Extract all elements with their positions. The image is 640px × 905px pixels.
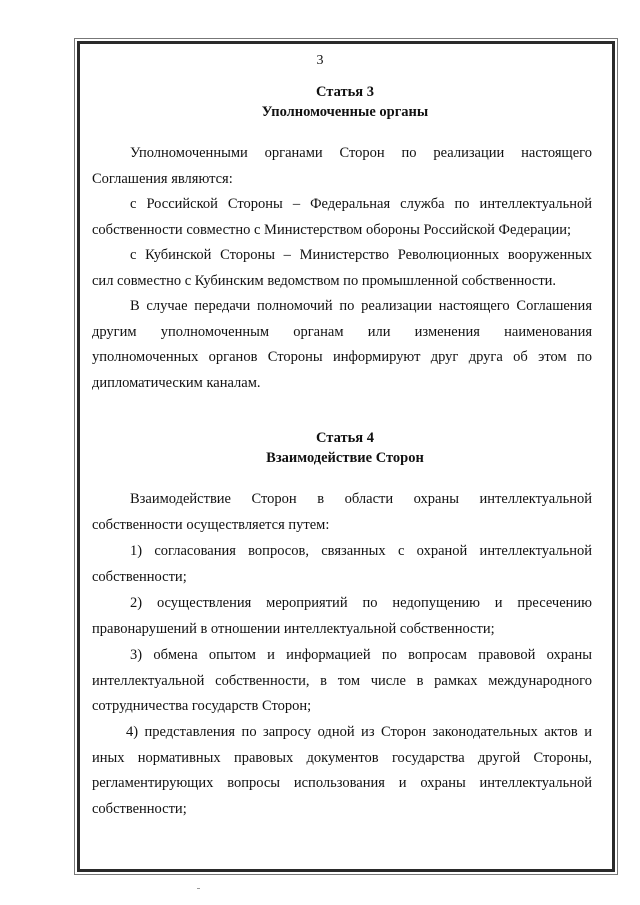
text-line: 2) осуществления мероприятий по недопущению и пресечению (130, 595, 592, 611)
article-4-heading (85, 428, 605, 468)
text-line: собственности; (92, 568, 187, 585)
text-line: собственности осуществляется путем: (92, 516, 330, 533)
text-line: правонарушений в отношении интеллектуальной собственности; (92, 620, 495, 637)
text-line: 3) обмена опытом и информацией по вопросам правовой охраны (130, 647, 592, 663)
text-line: сил совместно с Кубинским ведомством по промышленной собственности. (92, 272, 557, 289)
text-line: интеллектуальной собственности, в том числе в рамках международного (92, 672, 592, 689)
article-4-paragraph-4 (92, 643, 592, 720)
text-line: другим уполномоченным органам или изменения наименования (92, 323, 592, 340)
text-line: дипломатическим каналам. (92, 374, 261, 391)
article-3-title: Уполномоченные органы (261, 104, 429, 120)
text-line: Соглашения являются: (92, 170, 233, 187)
text-line: 1) согласования вопросов, связанных с охраной интеллектуальной (130, 543, 592, 559)
article-3-paragraph-3 (92, 243, 592, 294)
scan-speck (197, 888, 200, 889)
text-line: с Кубинской Стороны – Министерство Революционных вооруженных (130, 247, 592, 263)
text-line: 4) представления по запросу одной из Сторон законодательных актов и (126, 724, 592, 740)
text-line: регламентирующих вопросы использования и охраны интеллектуальной (92, 775, 592, 791)
article-4-title: Взаимодействие Сторон (266, 450, 424, 466)
article-4-paragraph-3 (92, 591, 592, 642)
page-number: 3 (316, 53, 324, 68)
text-line: сотрудничества государств Сторон; (92, 698, 312, 714)
text-line: собственности совместно с Министерством обороны Российской Федерации; (92, 221, 572, 238)
text-line: Уполномоченными органами Сторон по реализации настоящего (130, 145, 592, 161)
article-3-paragraph-2 (92, 192, 592, 243)
text-line: собственности; (92, 800, 187, 817)
article-3-number: Статья 3 (316, 84, 374, 100)
text-line: В случае передачи полномочий по реализации настоящего Соглашения (130, 298, 592, 314)
text-line: уполномоченных органов Стороны информируют друг друга об этом по (92, 349, 592, 365)
article-3-heading (85, 82, 605, 122)
article-4-number: Статья 4 (316, 430, 374, 446)
article-4-paragraph-2 (92, 539, 592, 590)
text-line: с Российской Стороны – Федеральная служба по интеллектуальной (130, 196, 592, 212)
article-3-paragraph-4 (92, 294, 592, 396)
article-3-paragraph-1 (92, 141, 592, 192)
article-4-paragraph-5 (92, 720, 592, 822)
text-line: иных нормативных правовых документов государства другой Стороны, (92, 749, 592, 766)
text-line: Взаимодействие Сторон в области охраны интеллектуальной (130, 491, 592, 507)
article-4-paragraph-1 (92, 487, 592, 538)
